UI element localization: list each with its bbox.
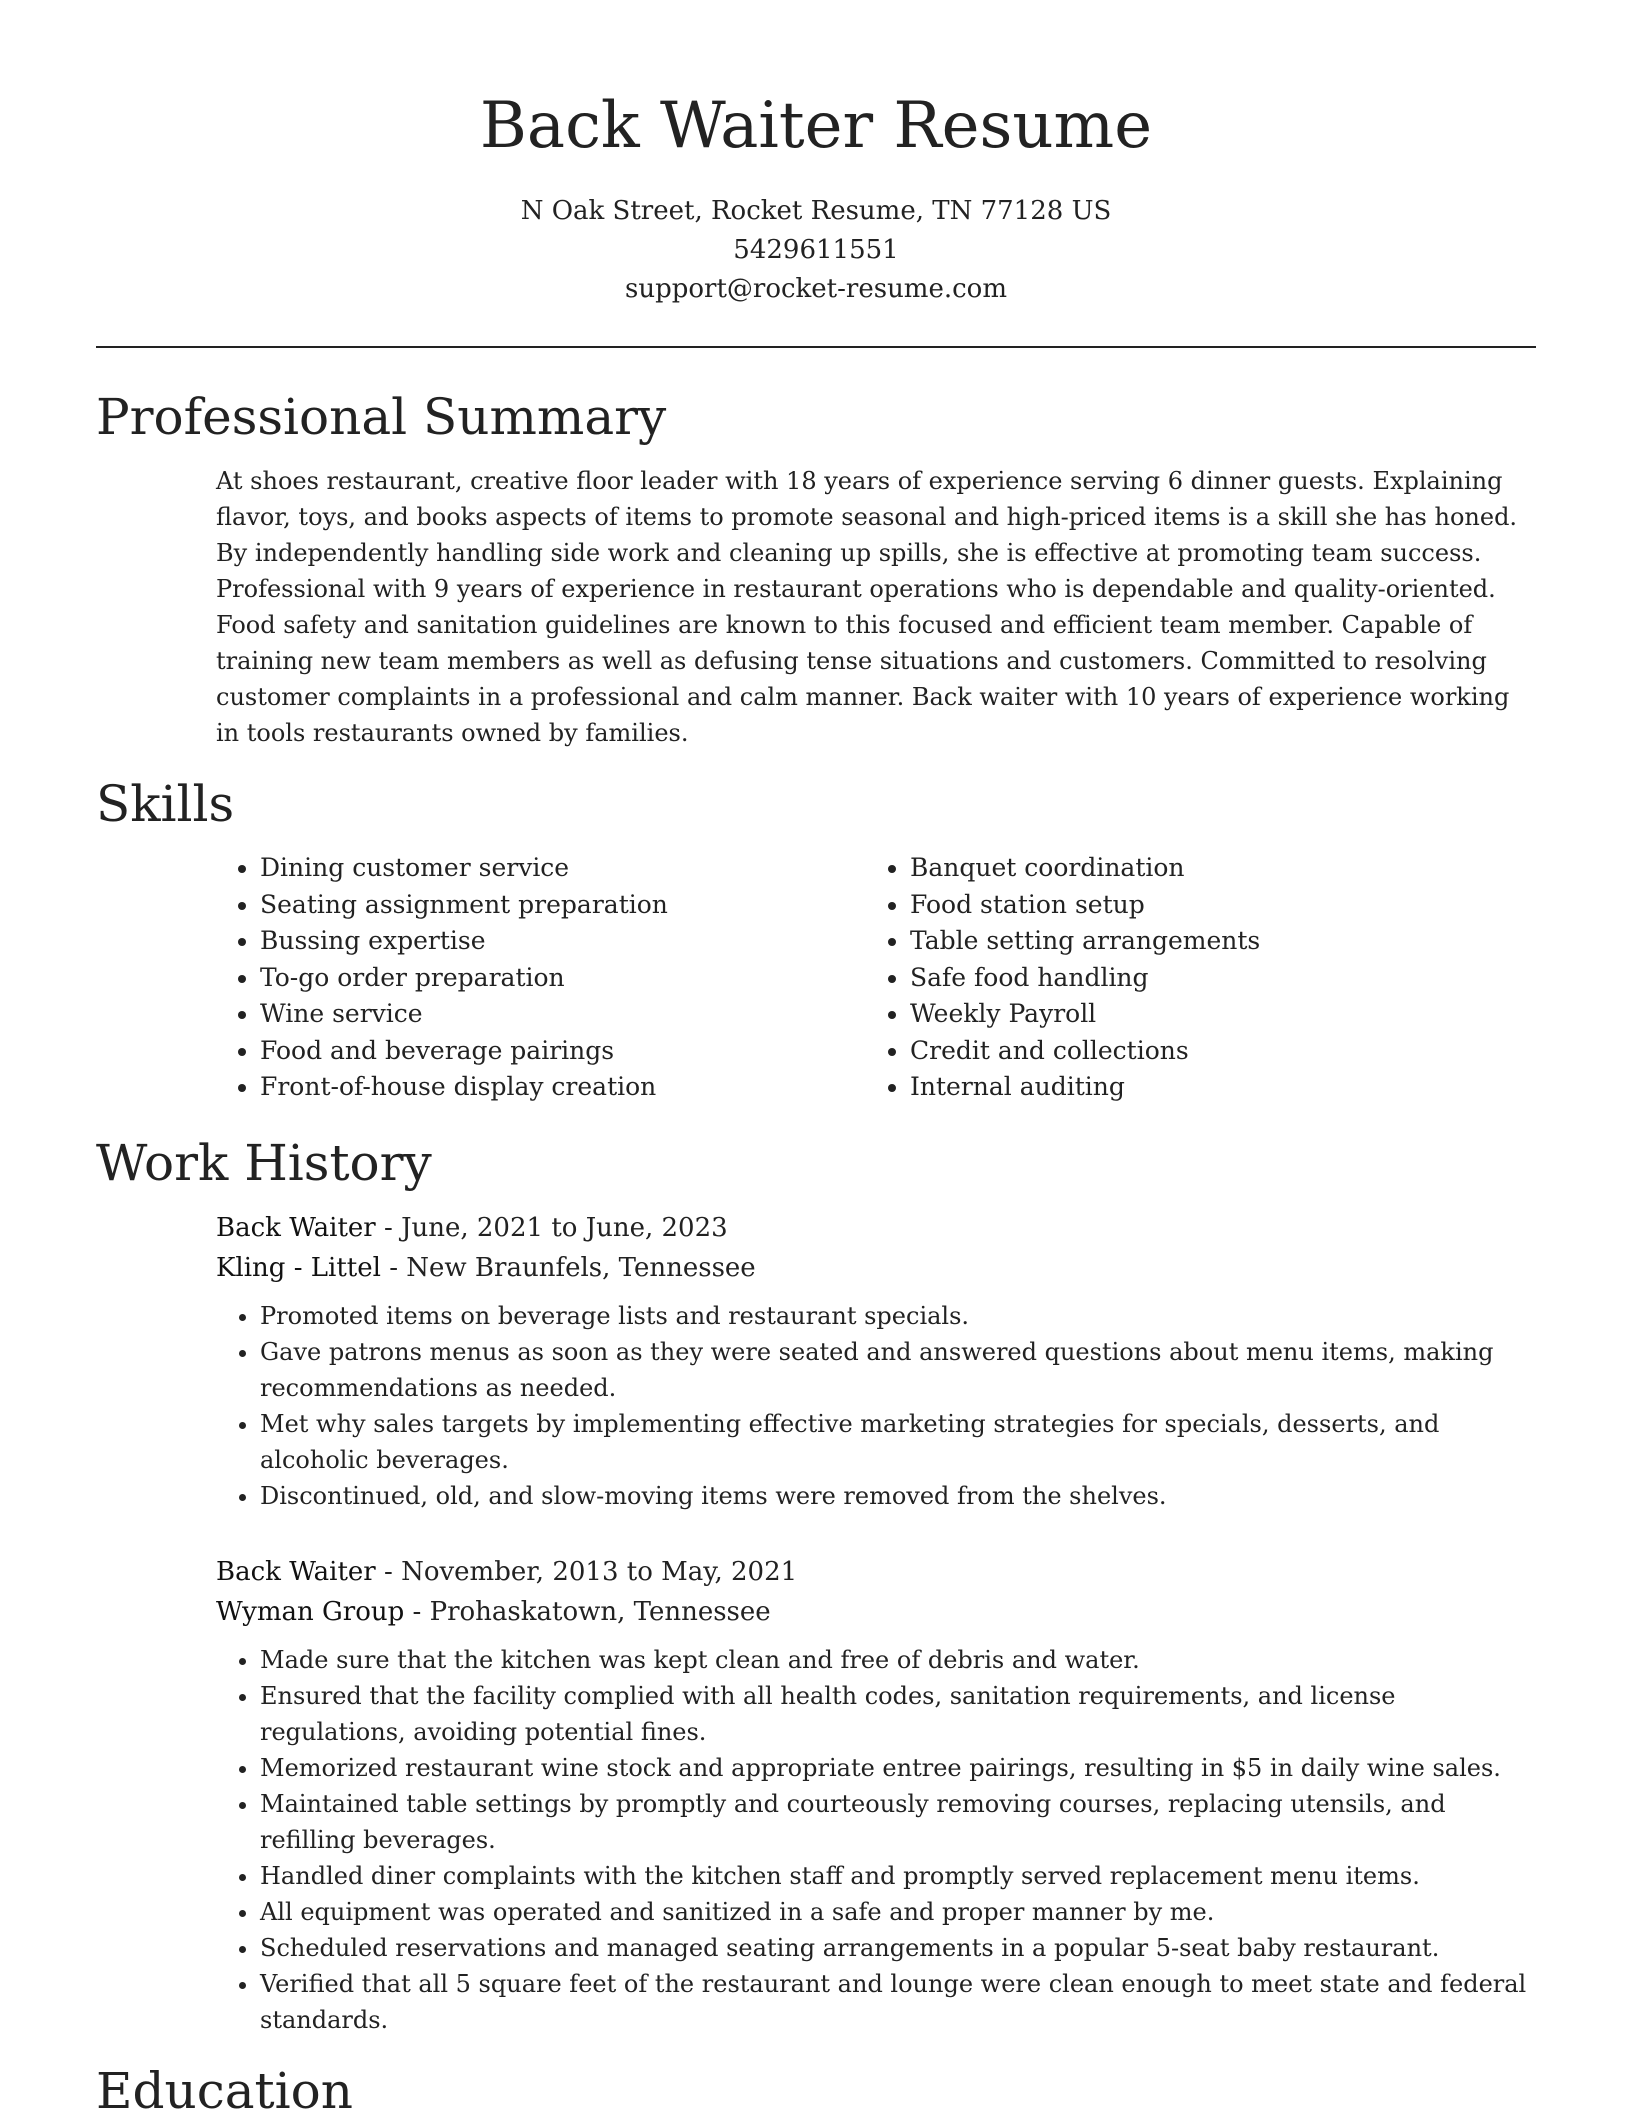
job-bullets	[216, 1298, 1536, 1514]
job-bullet: • Maintained table settings by promptly and courteously removing courses, replacing utensils, and refilling beverages.	[260, 1786, 1536, 1858]
resume-title: Back Waiter Resume	[479, 89, 1153, 163]
skill-item: • Banquet coordination	[910, 850, 1516, 887]
skill-item: • To-go order preparation	[260, 960, 866, 997]
skill-item: • Table setting arrangements	[910, 923, 1516, 960]
summary-heading: Professional Summary	[96, 388, 667, 446]
summary-text: At shoes restaurant, creative floor leader with 18 years of experience serving 6 dinner guests. Explaining flavor, toys, and books aspects of items to promote seasonal and high-priced items is a skill she has honed. By independently handling side work and cleaning up spills, she is effective at promoting team success. Professional with 9 years of experience in restaurant operations who is dependable and quality-oriented. Food safety and sanitation guidelines are known to this focused and efficient team member. Capable of training new team members as well as defusing tense situations and customers. Committed to resolving customer complaints in a professional and calm manner. Back waiter with 10 years of experience working in tools restaurants owned by families.	[216, 467, 1518, 747]
job-company-line: Kling - Littel - New Braunfels, Tennessee	[216, 1252, 756, 1283]
skill-item: • Internal auditing	[910, 1069, 1516, 1106]
skills-list-right	[866, 850, 1516, 1106]
job-company-line: Wyman Group - Prohaskatown, Tennessee	[216, 1596, 771, 1627]
job-bullet: • Ensured that the facility complied with all health codes, sanitation requirements, and license regulations, avoiding potential fines.	[260, 1678, 1536, 1750]
contact-phone: 5429611551	[733, 235, 899, 265]
job-bullet: • Handled diner complaints with the kitchen staff and promptly served replacement menu items.	[260, 1858, 1536, 1894]
job-bullet: • Verified that all 5 square feet of the restaurant and lounge were clean enough to meet state and federal standards.	[260, 1966, 1536, 2038]
education-heading: Education	[96, 2061, 353, 2120]
job-bullet: • Met why sales targets by implementing effective marketing strategies for specials, desserts, and alcoholic beverages.	[260, 1406, 1536, 1478]
contact-info	[96, 192, 1536, 309]
job-dates: June, 2021 to June, 2023	[401, 1212, 728, 1243]
skill-item: • Credit and collections	[910, 1033, 1516, 1070]
job-title: Back Waiter	[216, 1212, 376, 1243]
job-bullet: • Scheduled reservations and managed seating arrangements in a popular 5-seat baby restaurant.	[260, 1930, 1536, 1966]
skill-item: • Seating assignment preparation	[260, 887, 866, 924]
job-dates: November, 2013 to May, 2021	[401, 1556, 798, 1587]
job-title-line: Back Waiter - June, 2021 to June, 2023	[216, 1212, 728, 1243]
job-company: Wyman Group	[216, 1596, 405, 1627]
job-location: Prohaskatown, Tennessee	[429, 1596, 771, 1627]
job-bullets	[216, 1642, 1536, 2038]
job-bullet: • Gave patrons menus as soon as they were seated and answered questions about menu items, making recommendations as needed.	[260, 1334, 1536, 1406]
contact-email: support@rocket-resume.com	[624, 274, 1007, 304]
job-bullet: • All equipment was operated and sanitized in a safe and proper manner by me.	[260, 1894, 1536, 1930]
job-entry	[216, 1208, 1536, 1514]
job-entry	[216, 1552, 1536, 2038]
job-bullet: • Promoted items on beverage lists and restaurant specials.	[260, 1298, 1536, 1334]
job-company: Kling - Littel	[216, 1252, 381, 1283]
skill-item: • Wine service	[260, 996, 866, 1033]
job-bullet: • Memorized restaurant wine stock and appropriate entree pairings, resulting in $5 in daily wine sales.	[260, 1750, 1536, 1786]
skill-item: • Safe food handling	[910, 960, 1516, 997]
job-title-line: Back Waiter - November, 2013 to May, 2021	[216, 1556, 798, 1587]
skills-heading: Skills	[96, 775, 235, 833]
job-bullet: • Discontinued, old, and slow-moving items were removed from the shelves.	[260, 1478, 1536, 1514]
skill-item: • Food and beverage pairings	[260, 1033, 866, 1070]
header-divider	[96, 346, 1536, 348]
job-bullet: • Made sure that the kitchen was kept clean and free of debris and water.	[260, 1642, 1536, 1678]
skill-item: • Bussing expertise	[260, 923, 866, 960]
resume-page	[96, 0, 1536, 2122]
job-location: New Braunfels, Tennessee	[406, 1252, 756, 1283]
contact-address: N Oak Street, Rocket Resume, TN 77128 US	[520, 196, 1112, 226]
work-history-heading: Work History	[96, 1133, 432, 1192]
job-title: Back Waiter	[216, 1556, 376, 1587]
skill-item: • Dining customer service	[260, 850, 866, 887]
skills-list-left	[216, 850, 866, 1106]
skills-columns	[216, 850, 1536, 1106]
skill-item: • Food station setup	[910, 887, 1516, 924]
skill-item: • Front-of-house display creation	[260, 1069, 866, 1106]
skill-item: • Weekly Payroll	[910, 996, 1516, 1033]
